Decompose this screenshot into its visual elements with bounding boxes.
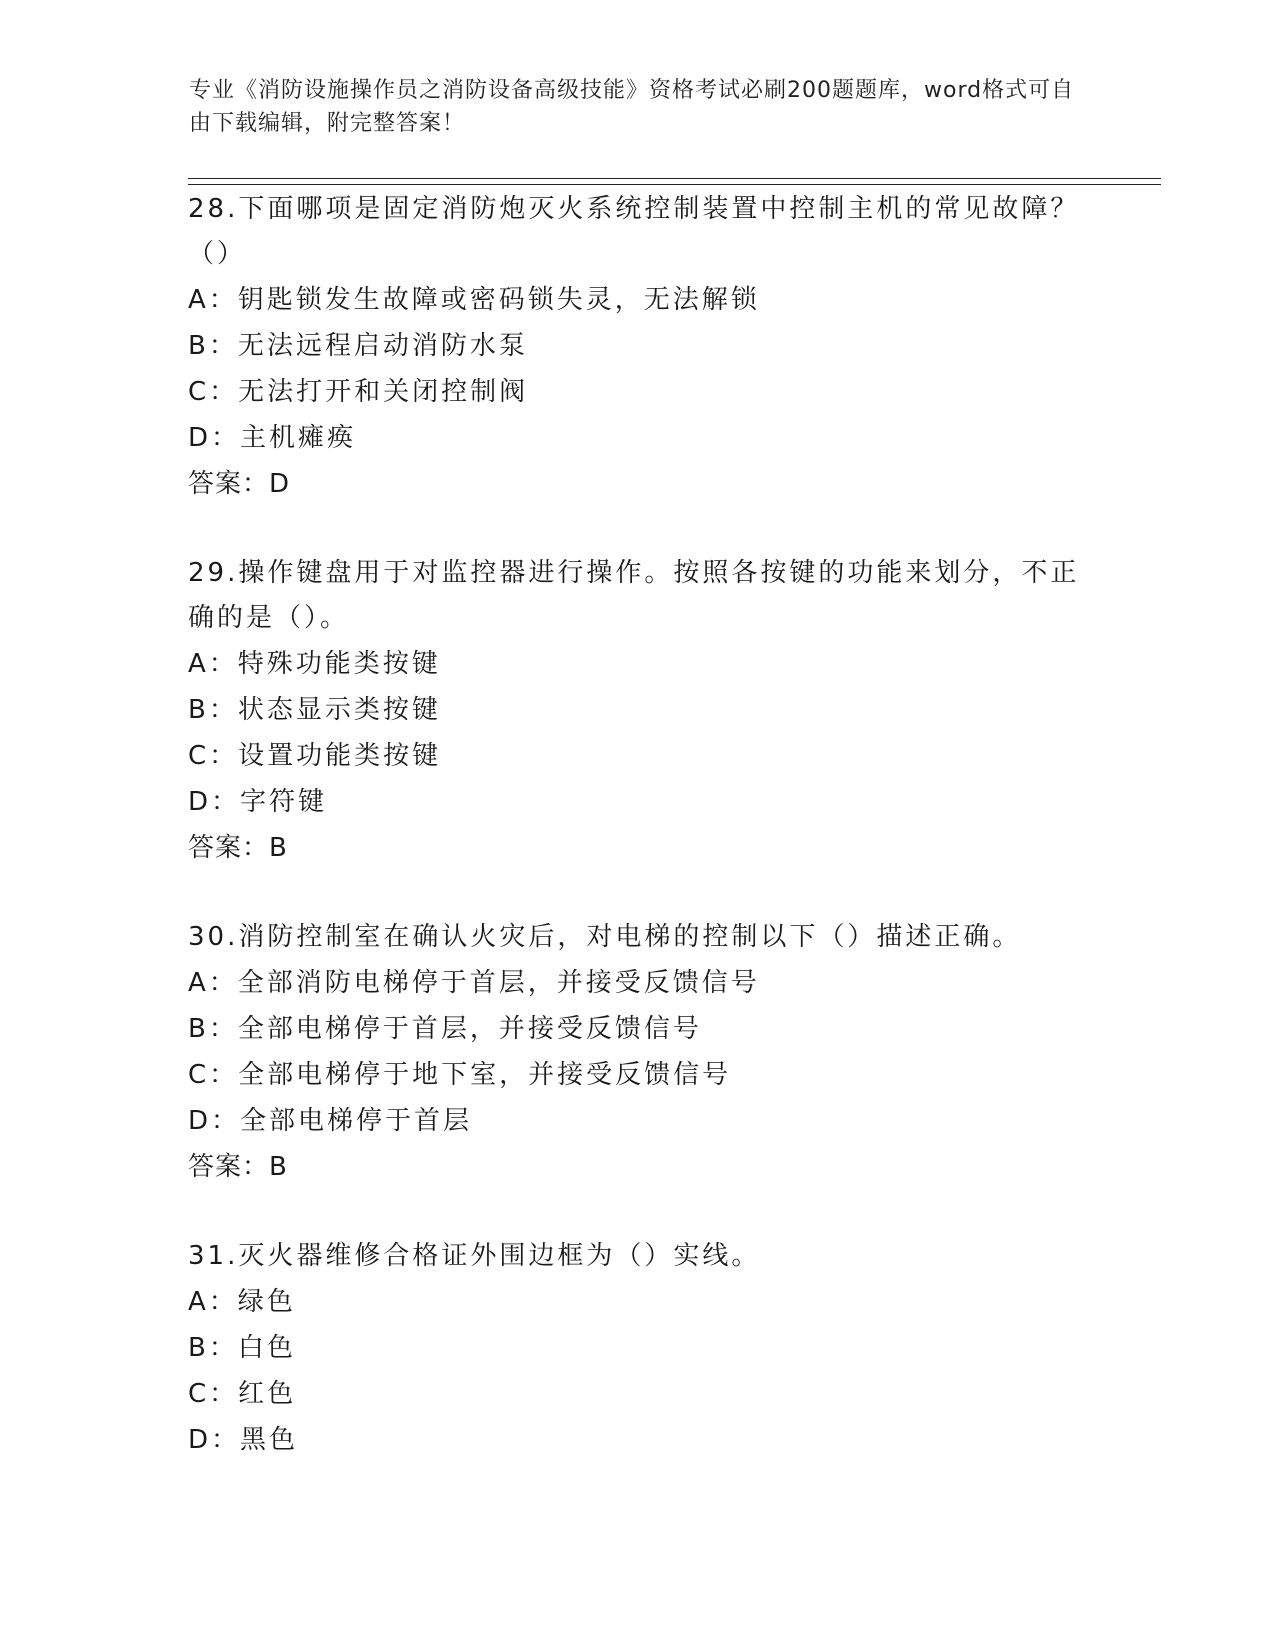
option-d: D：字符键 (188, 787, 328, 817)
question-list (188, 187, 1088, 1463)
spacer (188, 871, 1088, 915)
option-c: C：设置功能类按键 (188, 741, 442, 771)
spacer (188, 507, 1088, 551)
option-c: C：无法打开和关闭控制阀 (188, 377, 529, 407)
answer-text: 答案：D (188, 469, 291, 499)
option-d: D：黑色 (188, 1425, 299, 1455)
answer-text: 答案：B (188, 1152, 288, 1182)
option-b: B：无法远程启动消防水泵 (188, 331, 528, 361)
question-28 (188, 187, 1088, 507)
question-text: 31.灭火器维修合格证外围边框为（）实线。 (188, 1241, 761, 1271)
option-a: A：特殊功能类按键 (188, 649, 441, 679)
spacer (188, 1190, 1088, 1234)
option-b: B：状态显示类按键 (188, 695, 441, 725)
option-d: D：全部电梯停于首层 (188, 1106, 473, 1136)
option-b: B：全部电梯停于首层，并接受反馈信号 (188, 1014, 702, 1044)
header-divider-bottom (188, 184, 1161, 185)
option-b: B：白色 (188, 1333, 296, 1363)
question-31 (188, 1234, 1088, 1463)
option-c: C：红色 (188, 1379, 297, 1409)
document-intro: 专业《消防设施操作员之消防设备高级技能》资格考试必刷200题题库，word格式可自由下载编辑，附完整答案！ (189, 78, 1075, 136)
option-a: A：钥匙锁发生故障或密码锁失灵，无法解锁 (188, 285, 760, 315)
option-a: A：绿色 (188, 1287, 296, 1317)
header-divider-top (188, 178, 1161, 179)
option-d: D：主机瘫痪 (188, 423, 357, 453)
option-c: C：全部电梯停于地下室，并接受反馈信号 (188, 1060, 732, 1090)
question-30 (188, 915, 1088, 1190)
question-text: 29.操作键盘用于对监控器进行操作。按照各按键的功能来划分，不正确的是（）。 (188, 558, 1080, 633)
option-a: A：全部消防电梯停于首层，并接受反馈信号 (188, 968, 760, 998)
question-text: 28.下面哪项是固定消防炮灭火系统控制装置中控制主机的常见故障？（） (188, 194, 1080, 269)
question-text: 30.消防控制室在确认火灾后，对电梯的控制以下（）描述正确。 (188, 922, 1022, 952)
answer-text: 答案：B (188, 833, 288, 863)
question-29 (188, 551, 1088, 871)
